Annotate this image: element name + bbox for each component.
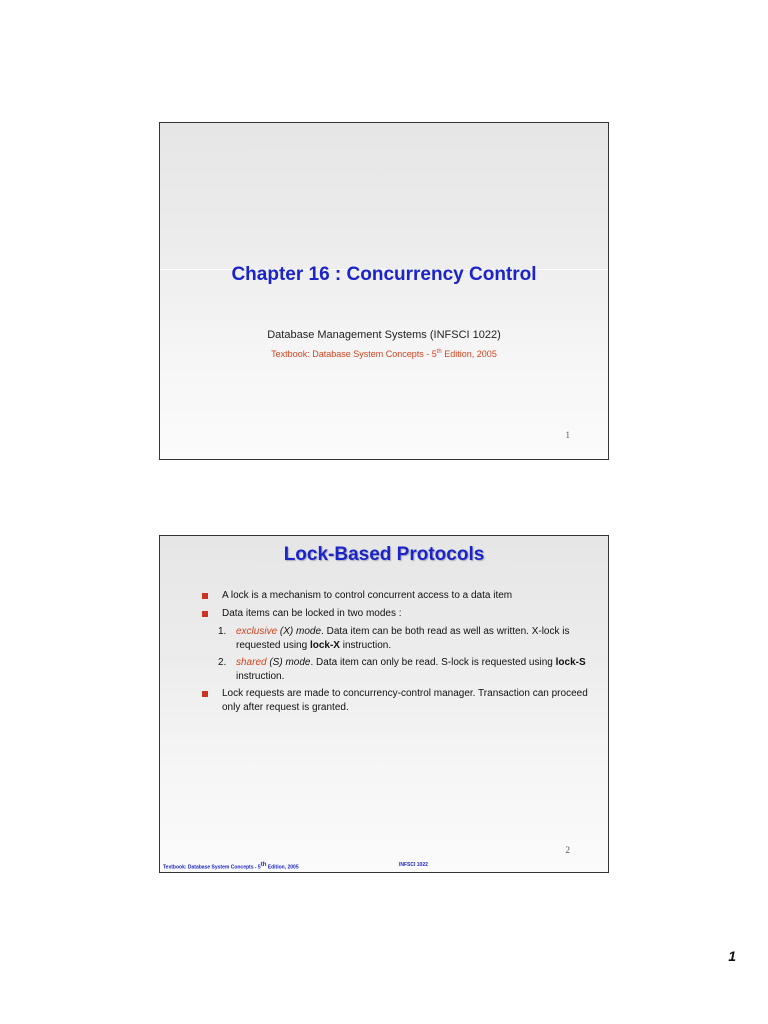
textbook-sup: th <box>436 349 442 355</box>
bullet-item <box>202 687 602 715</box>
slide-2 <box>159 535 609 873</box>
mode-label: (S) mode <box>266 657 311 668</box>
item-number: 2. <box>218 657 227 668</box>
textbook-reference <box>160 349 608 359</box>
item-text: . Data item can be both read as well as written. X-lock is requested using <box>236 626 570 651</box>
bullet-item <box>202 607 602 621</box>
item-end: instruction. <box>236 671 285 682</box>
textbook-suffix: Edition, 2005 <box>441 349 497 359</box>
command-lock-s: lock-S <box>555 657 586 668</box>
bullet-text: Data items can be locked in two modes : <box>222 608 402 619</box>
item-text: . Data item can only be read. S-lock is requested using <box>310 657 556 668</box>
bullet-square-icon <box>202 593 208 599</box>
list-item-shared <box>218 656 602 684</box>
course-name: Database Management Systems (INFSCI 1022) <box>267 329 501 341</box>
slide-1-title: Chapter 16 : Concurrency Control <box>231 264 537 285</box>
bullet-item <box>202 589 602 603</box>
page-number: 1 <box>728 948 736 964</box>
list-item-exclusive <box>218 625 602 653</box>
footer-textbook <box>163 862 299 871</box>
bullet-square-icon <box>202 691 208 697</box>
textbook-text: Textbook: Database System Concepts - 5 <box>271 349 437 359</box>
command-lock-x: lock-X <box>309 640 340 651</box>
footer-course: INFSCI 1022 <box>399 862 428 868</box>
item-number: 1. <box>218 626 227 637</box>
bullet-text: Lock requests are made to concurrency-control manager. Transaction can proceed only after request is granted. <box>222 688 588 713</box>
slide-number: 2 <box>565 845 570 855</box>
term-shared: shared <box>236 657 267 668</box>
mode-label: (X) mode <box>277 626 322 637</box>
bullet-square-icon <box>202 611 208 617</box>
slide-1 <box>159 122 609 460</box>
footer-suffix: Edition, 2005 <box>266 864 299 871</box>
term-exclusive: exclusive <box>236 626 278 637</box>
item-end: instruction. <box>339 640 392 651</box>
slide-2-body <box>202 589 602 719</box>
slide-number: 1 <box>565 430 570 440</box>
footer-sup: th <box>260 862 267 868</box>
slide-2-title: Lock-Based Protocols <box>283 544 485 565</box>
bullet-text: A lock is a mechanism to control concurrent access to a data item <box>222 590 513 601</box>
footer-text: Textbook: Database System Concepts - 5 <box>163 864 261 871</box>
